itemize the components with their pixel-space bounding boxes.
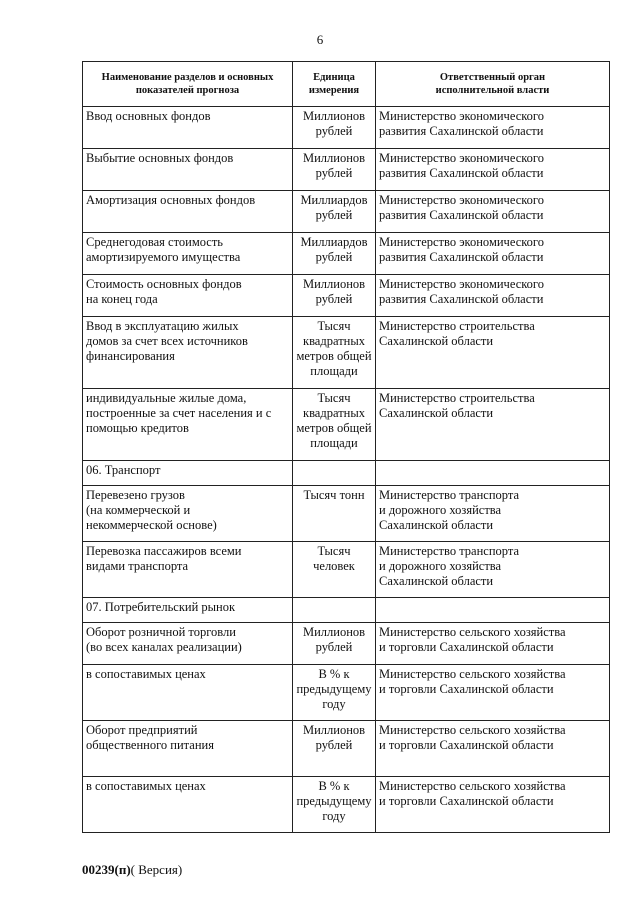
indicator-name: Выбытие основных фондов (83, 149, 293, 191)
indicator-name: в сопоставимых ценах (83, 665, 293, 721)
indicator-name: Амортизация основных фондов (83, 191, 293, 233)
table-row (83, 623, 610, 665)
indicator-unit: Миллионов рублей (293, 275, 376, 317)
indicator-name: Перевозка пассажиров всеми видами транспорта (83, 542, 293, 598)
indicator-name: Оборот предприятий общественного питания (83, 721, 293, 777)
indicator-name: Оборот розничной торговли (во всех каналах реализации) (83, 623, 293, 665)
responsible-authority: Министерство строительства Сахалинской области (376, 389, 610, 461)
responsible-authority: Министерство транспорта и дорожного хозяйства Сахалинской области (376, 486, 610, 542)
responsible-authority: Министерство экономического развития Сахалинской области (376, 149, 610, 191)
table-row (83, 542, 610, 598)
indicator-name: индивидуальные жилые дома, построенные за счет населения и с помощью кредитов (83, 389, 293, 461)
indicator-unit: Тысяч квадратных метров общей площади (293, 317, 376, 389)
table-row (83, 233, 610, 275)
indicator-name: Перевезено грузов (на коммерческой и некоммерческой основе) (83, 486, 293, 542)
header-unit: Единица измерения (293, 62, 376, 107)
responsible-authority: Министерство экономического развития Сахалинской области (376, 107, 610, 149)
table-row (83, 149, 610, 191)
forecast-table (82, 61, 610, 833)
indicator-unit: Тысяч человек (293, 542, 376, 598)
responsible-authority (376, 598, 610, 623)
indicator-unit: Миллиардов рублей (293, 191, 376, 233)
indicator-unit: Миллионов рублей (293, 721, 376, 777)
table-row (83, 275, 610, 317)
responsible-authority: Министерство экономического развития Сахалинской области (376, 275, 610, 317)
responsible-authority: Министерство сельского хозяйства и торговли Сахалинской области (376, 623, 610, 665)
responsible-authority: Министерство экономического развития Сахалинской области (376, 233, 610, 275)
responsible-authority: Министерство сельского хозяйства и торговли Сахалинской области (376, 777, 610, 833)
section-row-transport (83, 461, 610, 486)
document-version: ( Версия) (130, 862, 183, 877)
indicator-unit: В % к предыдущему году (293, 665, 376, 721)
indicator-unit (293, 461, 376, 486)
responsible-authority (376, 461, 610, 486)
document-footer (82, 862, 182, 878)
section-title: 07. Потребительский рынок (83, 598, 293, 623)
section-row-consumer-market (83, 598, 610, 623)
indicator-unit: Миллионов рублей (293, 107, 376, 149)
table-row (83, 665, 610, 721)
document-code: 00239(п) (82, 862, 131, 877)
responsible-authority: Министерство транспорта и дорожного хозяйства Сахалинской области (376, 542, 610, 598)
table-row (83, 486, 610, 542)
indicator-unit: Тысяч тонн (293, 486, 376, 542)
indicator-name: Стоимость основных фондов на конец года (83, 275, 293, 317)
responsible-authority: Министерство сельского хозяйства и торговли Сахалинской области (376, 721, 610, 777)
indicator-name: Среднегодовая стоимость амортизируемого имущества (83, 233, 293, 275)
indicator-unit (293, 598, 376, 623)
table-row (83, 107, 610, 149)
indicator-unit: Миллиардов рублей (293, 233, 376, 275)
table-header-row (83, 62, 610, 107)
table-row (83, 389, 610, 461)
responsible-authority: Министерство строительства Сахалинской области (376, 317, 610, 389)
indicator-name: в сопоставимых ценах (83, 777, 293, 833)
indicator-unit: Миллионов рублей (293, 623, 376, 665)
responsible-authority: Министерство экономического развития Сахалинской области (376, 191, 610, 233)
table-row (83, 777, 610, 833)
indicator-unit: Миллионов рублей (293, 149, 376, 191)
indicator-unit: В % к предыдущему году (293, 777, 376, 833)
indicator-unit: Тысяч квадратных метров общей площади (293, 389, 376, 461)
header-authority: Ответственный орган исполнительной власти (376, 62, 610, 107)
indicator-name: Ввод основных фондов (83, 107, 293, 149)
table-row (83, 317, 610, 389)
table-row (83, 191, 610, 233)
header-indicator: Наименование разделов и основных показателей прогноза (83, 62, 293, 107)
section-title: 06. Транспорт (83, 461, 293, 486)
indicator-name: Ввод в эксплуатацию жилых домов за счет всех источников финансирования (83, 317, 293, 389)
page-number: 6 (316, 32, 324, 47)
responsible-authority: Министерство сельского хозяйства и торговли Сахалинской области (376, 665, 610, 721)
table-row (83, 721, 610, 777)
